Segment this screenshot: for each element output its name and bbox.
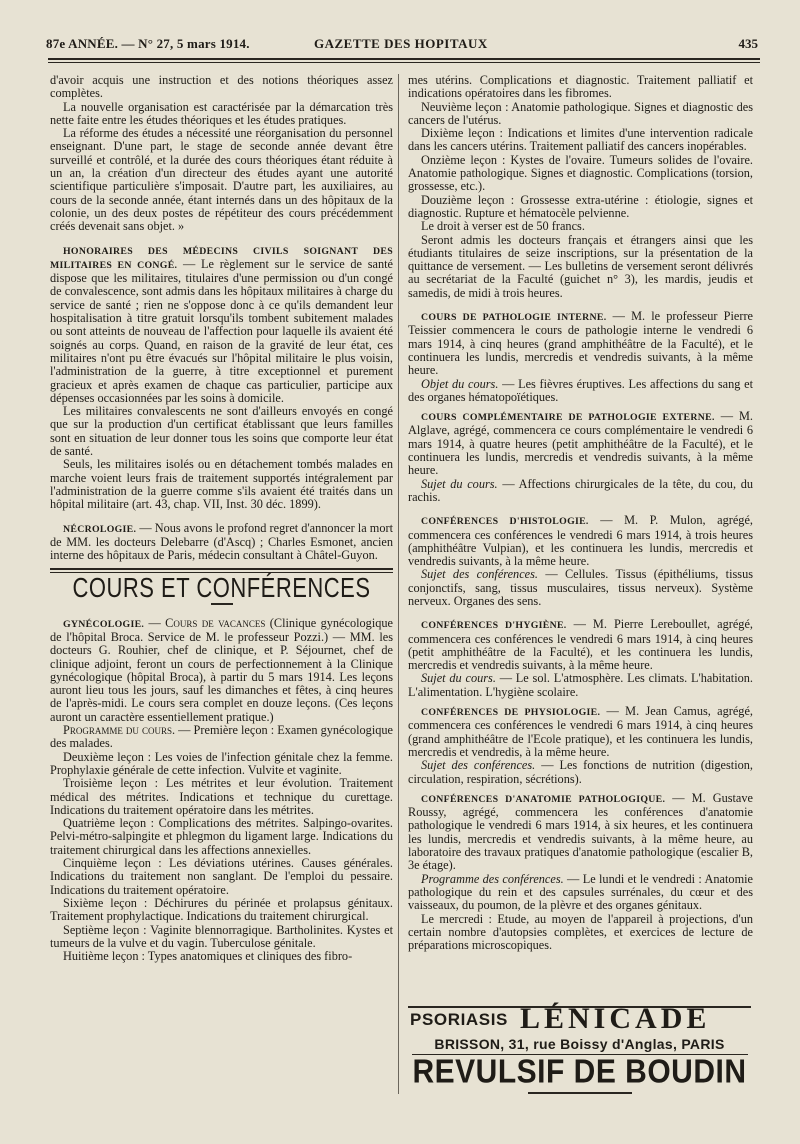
hygiene-label: Sujet du cours. <box>421 671 496 686</box>
histologie-text: — M. P. Mulon, agrégé, commencera ces conférences le vendredi 6 mars 1914, à trois heures (amphithéâtre Vulpian), et les continuera les lundis, mercredis et vendredis suivants, à la même heure. <box>408 513 753 569</box>
column-divider <box>398 74 399 1094</box>
physiologie-heading: CONFÉRENCES DE PHYSIOLOGIE. <box>421 707 601 719</box>
gynecologie-text: (Clinique gynécologique de l'hôpital Broca. Service de M. le professeur Pozzi.) — MM. les docteurs G. Rouhier, chef de clinique, et P. Séjournet, chef de clinique adjoint, feront un cours de perfectionnement à la Clinique gynécologique (hôpital Broca), à partir du 5 mars 1914. Les leçons auront lieu tous les jours, sauf les dimanches et fêtes, à cinq heures de l'après-midi. Le cours sera complet en douze leçons. (Ces leçons auront un caractère essentiellement pratique.) <box>50 615 393 724</box>
lesson-10: Dixième leçon : Indications et limites d'une intervention radicale dans les cancers utérins. Traitement palliatif des cancers inopérables. <box>408 126 753 154</box>
section-title: COURS ET CONFÉRENCES <box>72 572 371 604</box>
anatomie-text: — M. Gustave Roussy, agrégé, commencera les conférences d'anatomie pathologique le vendredi 6 mars 1914, à six heures, et les continuera les lundis, mercredis et vendredis suivants, à la même heure, au laboratoire des travaux pratiques d'anatomie pathologique (escalier B, 3e étage). <box>408 790 753 873</box>
hygiene-article <box>408 618 753 672</box>
lesson-8: Huitième leçon : Types anatomiques et cliniques des fibro- <box>63 949 353 964</box>
programme-paragraph <box>50 724 393 751</box>
left-column <box>50 74 393 963</box>
gynecologie-article <box>50 617 393 724</box>
lesson-5: Cinquième leçon : Les déviations utérines. Causes générales. Indications du traitement non sanglant. De l'emploi du pessaire. Indications du traitement opératoire. <box>50 856 393 897</box>
physiologie-object-text: — Les fonctions de nutrition (digestion, circulation, respiration, sécrétions). <box>408 758 753 786</box>
physiologie-object <box>408 759 753 786</box>
advertisement <box>408 1000 753 1096</box>
patho-externe-object-text: — Affections chirurgicales de la tête, du cou, du rachis. <box>408 476 753 504</box>
intro-paragraph: La nouvelle organisation est caractérisée par la démarcation très nette faite entre les études théoriques et les études pratiques. <box>50 99 393 127</box>
histologie-article <box>408 514 753 568</box>
intro-paragraph: La réforme des études a nécessité une réorganisation du personnel enseignant. D'une part, le stage de seconde année devant être surveillé et contrôlé, et la durée des cours théoriques étant réduite à un an, la création d'un directeur des études ayant une autorité scientifique particulière s'imposait. D'autre part, les auxiliaires, au cours de la seconde année, étant internés dans un des hôpitaux de la colonie, un des deux postes de répétiteur des cours précédemment créés devenait sans objet. » <box>50 126 393 234</box>
histologie-object <box>408 568 753 608</box>
page-number: 435 <box>738 36 758 51</box>
running-header <box>46 34 758 54</box>
hygiene-heading: CONFÉRENCES D'HYGIÈNE. <box>421 620 567 632</box>
ad-product-revulsif: REVULSIF DE BOUDIN <box>412 1054 747 1091</box>
lesson-2: Deuxième leçon : Les voies de l'infection génitale chez la femme. Prophylaxie générale de cette infection. Vulvite et vaginite. <box>50 749 393 777</box>
patho-externe-text: — M. Alglave, agrégé, commencera ce cours complémentaire le vendredi 6 mars 1914, à quatre heures (petit amphithéâtre de la Faculté), et le continuera les lundis, mercredis et vendredis suivants, à la même heure. <box>408 409 753 478</box>
lesson-9: Neuvième leçon : Anatomie pathologique. Signes et diagnostic des cancers de l'utérus. <box>408 99 753 127</box>
necrologie-article <box>50 522 393 563</box>
patho-interne-label: Objet du cours. <box>421 376 499 391</box>
anatomie-object <box>408 873 753 913</box>
patho-externe-object <box>408 478 753 505</box>
lesson-3: Troisième leçon : Les métrites et leur évolution. Traitement médical des métrites. Indications et technique du curettage. Indications du traitement opératoire dans les métrites. <box>50 776 393 817</box>
lesson-8-cont: mes utérins. Complications et diagnostic. Traitement palliatif et indications opératoires dans les fibromes. <box>408 73 753 101</box>
physiologie-text: — M. Jean Camus, agrégé, commencera ces conférences le vendredi 6 mars 1914, à cinq heures (grand amphithéâtre de l'Ecole pratique), et les continuera les lundis, mercredis et vendredis, à la même heure. <box>408 704 753 759</box>
programme-label: Programme du cours. <box>63 723 176 738</box>
fee-paragraph: Le droit à verser est de 50 francs. <box>421 219 585 234</box>
honoraires-paragraph: Seuls, les militaires isolés ou en détachement tombés malades en marche voient leurs frais de traitement supportés intégralement par l'administration de la guerre comme s'ils avaient été traités dans un hôpital militaire (art. 43, chap. VII, Inst. 30 déc. 1899). <box>50 457 393 512</box>
hygiene-text: — M. Pierre Lereboullet, agrégé, commencera ces conférences le vendredi 6 mars 1914, à cinq heures (petit amphithéâtre de la Faculté), et les continuera les lundis, mercredis et vendredis suivants, à la même heure. <box>408 617 753 673</box>
lesson-12: Douzième leçon : Grossesse extra-utérine : étiologie, signes et diagnostic. Rupture et hématocèle pelvienne. <box>408 192 753 220</box>
hygiene-object <box>408 672 753 699</box>
lesson-4: Quatrième leçon : Complications des métrites. Salpingo-ovarites. Pelvi-métro-salpingite et phlegmon du ligament large. Indications du traitement chirurgical dans les affections annexielles. <box>50 816 393 857</box>
lesson-11: Onzième leçon : Kystes de l'ovaire. Tumeurs solides de l'ovaire. Anatomie pathologique. Signes et diagnostic. Complications (torsion, grossesse, etc.). <box>408 152 753 194</box>
right-column <box>408 74 753 952</box>
ad-ornament-rule <box>528 1092 632 1094</box>
ad-address: BRISSON, 31, rue Boissy d'Anglas, PARIS <box>434 1036 725 1052</box>
patho-externe-heading: COURS COMPLÉMENTAIRE DE PATHOLOGIE EXTERNE. <box>421 412 715 424</box>
anatomie-label: Programme des conférences. <box>421 871 564 886</box>
physiologie-label: Sujet des conférences. <box>421 758 536 773</box>
lesson-1: — Première leçon : Examen gynécologique des malades. <box>50 723 393 751</box>
patho-externe-article <box>408 410 753 477</box>
lesson-6: Sixième leçon : Déchirures du périnée et prolapsus génitaux. Traitement prophylactique. Indications du traitement chirurgical. <box>50 895 393 924</box>
anatomie-article <box>408 792 753 873</box>
histologie-label: Sujet des conférences. <box>421 567 538 582</box>
patho-interne-object-text: — Les fièvres éruptives. Les affections du sang et des organes hématopoïétiques. <box>408 376 753 404</box>
gynecologie-lead: — Cours de vacances <box>144 615 266 630</box>
ad-brand-lenicade: LÉNICADE <box>520 1002 711 1035</box>
anatomie-object-text: — Le lundi et le vendredi : Anatomie pathologique du rein et des capsules surrénales, du cœur et des vaisseaux, du poumon, de la plèvre et des organes génitaux. <box>408 871 754 913</box>
issue-line: 87e ANNÉE. — N° 27, 5 mars 1914. <box>46 36 250 51</box>
honoraires-text: — Le règlement sur le service de santé dispose que les militaires, titulaires d'une permission ou d'un congé de convalescence, sont admis dans les hôpitaux militaires à charge du service de santé ; rien ne s'oppose donc à ce qu'ils demandent leur hospitalisation à titre gratuit lorsqu'ils tombent subitement malades ou sont atteints de nouveau de l'affection pour laquelle ils avaient été soignés au corps. Quand, en raison de la gravité de leur état, ces militaires n'ont pu être évacués sur l'hôpital militaire le plus voisin, l'administration de la guerre, à titre exceptionnel et purement gracieux et après examen de chaque cas particulier, participe aux dépenses occasionnées par les soins à domicile. <box>50 256 393 405</box>
patho-interne-text: — M. le professeur Pierre Teissier commencera le cours de pathologie interne le vendredi 6 mars 1914, à cinq heures (grand amphithéâtre de la Faculté), et le continuera les lundis, mercredis et vendredis suivants, à la même heure. <box>408 309 753 378</box>
header-rule-thin <box>48 62 760 63</box>
intro-paragraph: d'avoir acquis une instruction et des notions théoriques assez complètes. <box>50 73 393 101</box>
header-rule <box>48 58 760 60</box>
gynecologie-heading: GYNÉCOLOGIE. <box>63 618 145 630</box>
patho-externe-label: Sujet du cours. <box>421 476 498 491</box>
hygiene-object-text: — Le sol. L'atmosphère. Les climats. L'habitation. L'alimentation. L'hygiène scolaire. <box>408 671 753 699</box>
necrologie-heading: NÉCROLOGIE. <box>63 523 137 535</box>
honoraires-paragraph: Les militaires convalescents ne sont d'ailleurs envoyés en congé que sur la production d'un certificat établissant que leurs familles sont en situation de leur donner tous les soins que comporte leur état de santé. <box>50 404 393 459</box>
patho-interne-heading: COURS DE PATHOLOGIE INTERNE. <box>421 312 607 324</box>
section-rule <box>50 568 393 570</box>
honoraires-article <box>50 244 393 406</box>
journal-title: GAZETTE DES HOPITAUX <box>314 36 488 51</box>
anatomie-heading: CONFÉRENCES D'ANATOMIE PATHOLOGIQUE. <box>421 793 666 805</box>
physiologie-article <box>408 705 753 759</box>
honoraires-heading: HONORAIRES DES MÉDECINS CIVILS SOIGNANT DES MILITAIRES EN CONGÉ. <box>50 245 393 271</box>
admission-paragraph: Seront admis les docteurs français et étrangers ainsi que les étudiants titulaires de seize inscriptions, sur la présentation de la quittance de versement. — Les bulletins de versement seront délivrés au secrétariat de la Faculté (guichet n° 3), les mardis, jeudis et samedis, de midi à trois heures. <box>408 232 753 300</box>
lesson-7: Septième leçon : Vaginite blennorragique. Bartholinites. Kystes et tumeurs de la vulve et du vagin. Tuberculose génitale. <box>50 922 393 950</box>
histologie-heading: CONFÉRENCES D'HISTOLOGIE. <box>421 516 589 528</box>
necrologie-text: — Nous avons le profond regret d'annoncer la mort de MM. les docteurs Delebarre (d'Ascq) ; Charles Esmonet, ancien interne des hôpitaux de Paris, médecin consultant à Châtel-Guyon. <box>50 520 393 563</box>
ad-product-psoriasis: PSORIASIS <box>410 1010 508 1029</box>
patho-interne-object <box>408 378 753 405</box>
patho-interne-article <box>408 310 753 377</box>
histologie-object-text: — Cellules. Tissus (épithéliums, tissus conjonctifs, sang, tissus musculaires, tissus nerveux). Système nerveux. Organes des sens. <box>408 567 754 608</box>
anatomie-paragraph: Le mercredi : Etude, au moyen de l'appareil à projections, d'un certain nombre d'autopsies complètes, et exercices de lecture de préparations microscopiques. <box>408 911 753 953</box>
